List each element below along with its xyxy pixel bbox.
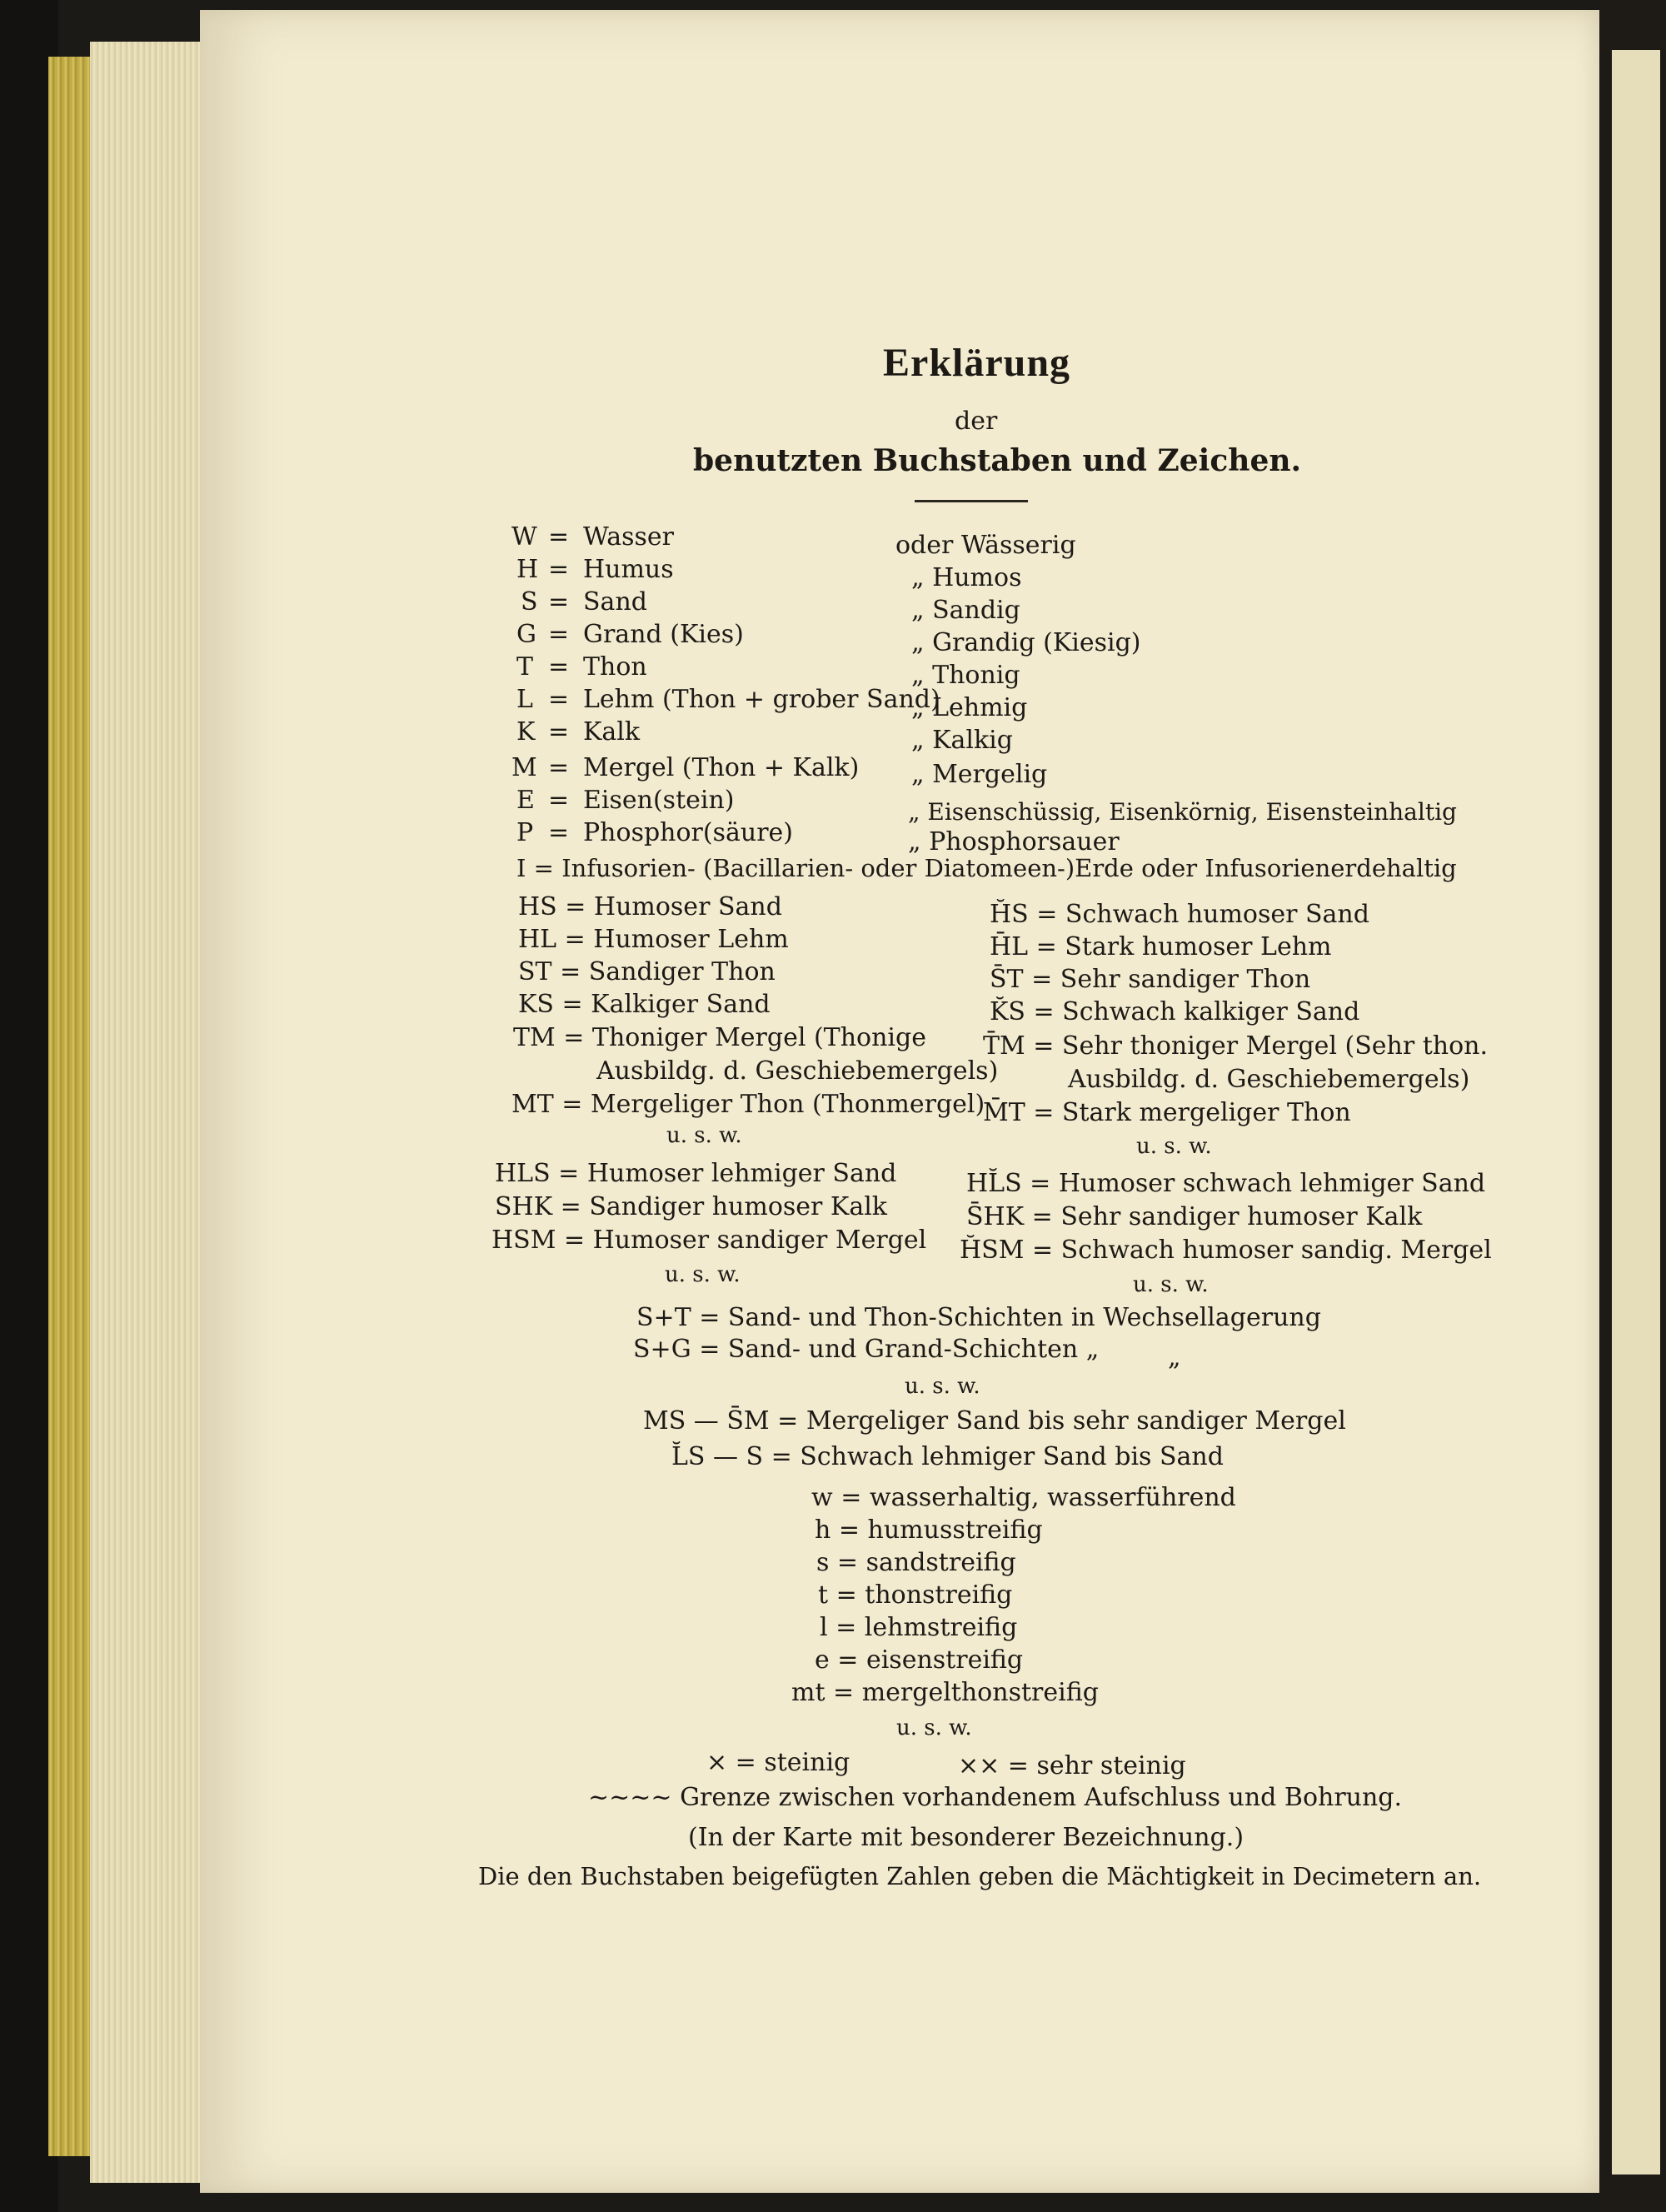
basic-eq-1: =	[548, 555, 570, 584]
pair-left-etc: u. s. w.	[666, 1123, 742, 1148]
basic-text-6: Kalk	[583, 717, 641, 746]
pair-left-2: ST = Sandiger Thon	[518, 957, 776, 986]
basic-adj-7: „ Mergelig	[911, 760, 1048, 789]
streak-5: e = eisenstreifig	[815, 1645, 1024, 1675]
basic-text-4: Thon	[583, 652, 647, 682]
streak-1: h = humusstreifig	[815, 1515, 1043, 1545]
basic-eq-4: =	[548, 652, 570, 682]
streak-3: t = thonstreifig	[818, 1580, 1013, 1610]
title-divider	[915, 500, 1028, 502]
footer-note: Die den Buchstaben beigefügten Zahlen geben die Mächtigkeit in Decimetern an.	[478, 1862, 1482, 1890]
basic-eq-3: =	[548, 620, 570, 649]
basic-eq-9: =	[548, 818, 570, 847]
streak-4: l = lehmstreifig	[820, 1613, 1018, 1642]
layer-etc: u. s. w.	[905, 1374, 980, 1399]
basic-eq-8: =	[548, 786, 570, 815]
basic-eq-5: =	[548, 685, 570, 714]
basic-adj-2: „ Sandig	[911, 596, 1020, 625]
layer-1-ditto: „	[1168, 1343, 1181, 1372]
basic-eq-0: =	[548, 522, 570, 552]
transition-1: L̆S — S = Schwach lehmiger Sand bis Sand	[671, 1442, 1224, 1471]
pair-left-1: HL = Humoser Lehm	[518, 925, 789, 954]
basic-def-1: H	[516, 555, 539, 584]
pair-left-6: MT = Mergeliger Thon (Thonmergel)	[511, 1090, 985, 1119]
basic-text-0: Wasser	[583, 522, 674, 552]
pair-left-4: TM = Thoniger Mergel (Thonige	[513, 1023, 926, 1052]
triple-left-1: SHK = Sandiger humoser Kalk	[495, 1192, 887, 1221]
streak-2: s = sandstreifig	[816, 1548, 1016, 1577]
basic-adj-5: „ Lehmig	[911, 693, 1028, 722]
streak-etc: u. s. w.	[896, 1715, 972, 1740]
pair-right-1: H̄L = Stark humoser Lehm	[990, 932, 1332, 961]
basic-adj-0: oder Wässerig	[895, 531, 1076, 560]
pair-right-etc: u. s. w.	[1136, 1134, 1212, 1159]
basic-text-5: Lehm (Thon + grober Sand)	[583, 685, 940, 714]
infusorien-line: I = Infusorien- (Bacillarien- oder Diatomeen-)Erde oder Infusorienerdehaltig	[516, 854, 1457, 882]
streak-6: mt = mergelthonstreifig	[791, 1678, 1099, 1707]
basic-def-8: E	[516, 786, 535, 815]
basic-adj-8: „ Eisenschüssig, Eisenkörnig, Eisensteinhaltig	[908, 798, 1457, 826]
stone-double: ×× = sehr steinig	[958, 1751, 1186, 1780]
pair-left-5: Ausbildg. d. Geschiebemergels)	[596, 1056, 999, 1086]
basic-def-6: K	[516, 717, 536, 746]
gilt-page-edge	[48, 57, 90, 2156]
pair-right-0: H̆S = Schwach humoser Sand	[990, 900, 1369, 929]
page-title: Erklärung	[883, 341, 1071, 385]
basic-text-1: Humus	[583, 555, 674, 584]
basic-text-2: Sand	[583, 587, 647, 617]
pair-left-0: HS = Humoser Sand	[518, 892, 782, 921]
basic-def-2: S	[521, 587, 538, 617]
basic-def-3: G	[516, 620, 536, 649]
basic-adj-9: „ Phosphorsauer	[908, 827, 1120, 856]
page-stack-edge	[90, 42, 215, 2183]
basic-adj-6: „ Kalkig	[911, 726, 1013, 755]
pair-right-6: M̄T = Stark mergeliger Thon	[983, 1098, 1351, 1127]
triple-right-etc: u. s. w.	[1133, 1272, 1209, 1297]
basic-text-3: Grand (Kies)	[583, 620, 744, 649]
basic-def-7: M	[511, 753, 537, 782]
pair-left-3: KS = Kalkiger Sand	[518, 990, 771, 1019]
triple-left-etc: u. s. w.	[665, 1262, 741, 1287]
layer-1: S+G = Sand- und Grand-Schichten „	[633, 1335, 1100, 1364]
triple-right-1: S̄HK = Sehr sandiger humoser Kalk	[966, 1202, 1423, 1231]
subtitle-der: der	[955, 407, 998, 436]
basic-eq-2: =	[548, 587, 570, 617]
basic-def-4: T	[516, 652, 534, 682]
triple-left-0: HLS = Humoser lehmiger Sand	[495, 1159, 897, 1188]
stone-single: × = steinig	[706, 1748, 850, 1777]
basic-eq-7: =	[548, 753, 570, 782]
pair-right-3: K̆S = Schwach kalkiger Sand	[990, 997, 1360, 1026]
pair-right-2: S̄T = Sehr sandiger Thon	[990, 965, 1311, 994]
pair-right-5: Ausbildg. d. Geschiebemergels)	[1068, 1065, 1470, 1094]
transition-0: MS — S̄M = Mergeliger Sand bis sehr sandiger Mergel	[643, 1406, 1346, 1436]
basic-text-7: Mergel (Thon + Kalk)	[583, 753, 860, 782]
basic-text-8: Eisen(stein)	[583, 786, 735, 815]
pair-right-4: T̄M = Sehr thoniger Mergel (Sehr thon.	[983, 1031, 1489, 1061]
basic-def-9: P	[516, 818, 534, 847]
basic-def-0: W	[511, 522, 537, 552]
basic-text-9: Phosphor(säure)	[583, 818, 793, 847]
layer-0: S+T = Sand- und Thon-Schichten in Wechsellagerung	[636, 1303, 1321, 1332]
basic-adj-3: „ Grandig (Kiesig)	[911, 628, 1141, 657]
basic-adj-4: „ Thonig	[911, 661, 1020, 690]
next-page-edge	[1612, 50, 1660, 2175]
basic-eq-6: =	[548, 717, 570, 746]
boundary-line: ~~~~ Grenze zwischen vorhandenem Aufschluss und Bohrung.	[588, 1783, 1403, 1812]
boundary-note: (In der Karte mit besonderer Bezeichnung.)	[688, 1823, 1245, 1852]
subtitle-main: benutzten Buchstaben und Zeichen.	[693, 443, 1302, 478]
triple-right-2: H̆SM = Schwach humoser sandig. Mergel	[960, 1236, 1492, 1265]
basic-adj-1: „ Humos	[911, 563, 1022, 592]
triple-left-2: HSM = Humoser sandiger Mergel	[491, 1226, 927, 1255]
triple-right-0: HL̆S = Humoser schwach lehmiger Sand	[966, 1169, 1486, 1198]
streak-0: w = wasserhaltig, wasserführend	[811, 1483, 1236, 1512]
basic-def-5: L	[516, 685, 533, 714]
